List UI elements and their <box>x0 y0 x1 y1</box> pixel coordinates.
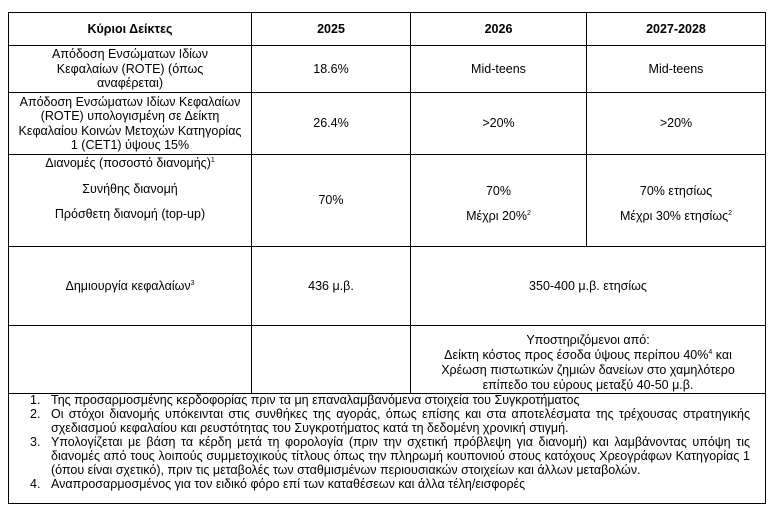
cell-2025-empty <box>252 326 410 393</box>
top-up-2026-text: Μέχρι 20% <box>466 209 528 223</box>
cell-2025: 70% <box>318 193 344 208</box>
ordinary-distribution-2026: 70% <box>485 183 512 198</box>
cell-2026: >20% <box>482 116 515 131</box>
cost-income-text: Δείκτη κόστος προς έσοδα ύψους περίπου 40% <box>444 348 709 362</box>
and-conjunction: και <box>715 348 732 362</box>
cell-2026: Mid-teens <box>471 61 526 76</box>
row-label-rote-reported <box>9 46 251 92</box>
top-up-distribution-2027-2028 <box>620 209 732 224</box>
row-label-rote-cet1 <box>9 93 251 154</box>
cost-income-line <box>444 348 732 363</box>
cell-2027-2028: >20% <box>659 116 693 131</box>
cell-2025: 436 μ.β. <box>308 278 354 293</box>
row-label-text: Απόδοση Ενσώματων Ιδίων Κεφαλαίων (ROTE) υπολογισμένη σε Δείκτη Κεφαλαίου Κοινών Μετοχών Κατηγορίας 1 (CET1) ύψους 15% <box>18 94 242 152</box>
header-2025: 2025 <box>317 21 345 36</box>
footnote-number: 1. <box>30 393 41 407</box>
distributions-title <box>45 156 215 171</box>
footnote-text: Οι στόχοι διανομής υπόκεινται στις συνθήκες της αγοράς, όπως επίσης και στα αποτελέσματα της τρέχουσας στρατηγικής σχεδιασμού κεφαλαίου και ρευστότητας του Συγκροτήματος κατά τη δεδομένη χρονική στιγμή. <box>51 407 750 435</box>
top-up-2027-2028-text: Μέχρι 30% ετησίως <box>619 209 729 223</box>
footnote-text: Αναπροσαρμοσμένος για τον ειδικό φόρο επί των καταθέσεων και άλλα τέλη/εισφορές <box>51 477 526 491</box>
table-border-bottom <box>8 503 766 504</box>
footnote-ref: 3 <box>190 279 195 287</box>
footnote-number: 4. <box>30 477 41 491</box>
footnote-text: Υπολογίζεται με βάση τα κέρδη μετά τη φορολογία (πριν την σχετική πρόβλεψη για διανομή) και λαμβάνοντας υπόψη τις διανομές από τους λοιπούς συμμετοχικούς τίτλους όπως την πληρωμή κουπονιού στους κατόχους Χρεογράφων Κατηγορίας 1 (όπου είναι σχετικό), πριν τις μεταβολές των σταθμισμένων περιουσιακών στοιχείων και άλλων μεταβολών. <box>51 435 750 477</box>
top-up-distribution-2026 <box>466 209 531 224</box>
ordinary-distribution-label: Συνήθης διανομή <box>82 181 178 196</box>
footnote-item <box>9 477 764 491</box>
cell-2027-2028: Mid-teens <box>648 61 704 76</box>
cell-2026 <box>411 155 586 246</box>
footnote-ref: 1 <box>210 157 215 164</box>
footnote-text: Της προσαρμοσμένης κερδοφορίας πριν τα μη επαναλαμβανόμενα στοιχεία του Συγκροτήματος <box>51 393 580 407</box>
header-2026: 2026 <box>484 21 513 36</box>
footnotes <box>9 393 764 491</box>
row-label-text: Απόδοση Ενσώματων Ιδίων Κεφαλαίων (ROTE) (όπως αναφέρεται) <box>52 47 208 91</box>
footnote-ref: 2 <box>527 210 531 217</box>
cell-2025: 26.4% <box>313 116 349 131</box>
capital-generation-label <box>65 279 194 294</box>
footnote-item <box>9 435 764 477</box>
ordinary-distribution-2027-2028: 70% ετησίως <box>639 183 713 198</box>
footnote-ref: 2 <box>728 210 733 217</box>
credit-loss-range-line: επίπεδο του εύρους μεταξύ 40-50 μ.β. <box>482 378 694 392</box>
row-label-capital-generation <box>9 247 251 325</box>
footnote-number: 3. <box>30 435 41 449</box>
supported-by-title: Υποστηριζόμενοι από: <box>526 333 650 347</box>
row-label-empty <box>9 326 251 393</box>
footnote-ref: 4 <box>708 349 713 356</box>
footnote-number: 2. <box>30 407 41 421</box>
header-2027-2028: 2027-2028 <box>646 21 706 36</box>
row-label-distributions <box>9 155 251 246</box>
cell-supported-by <box>411 326 765 393</box>
footnote-item <box>9 407 764 435</box>
top-up-distribution-label: Πρόσθετη διανομή (top-up) <box>54 207 206 221</box>
credit-loss-line: Χρέωση πιστωτικών ζημιών δανείων στο χαμηλότερο <box>441 363 735 377</box>
capital-generation-text: Δημιουργία κεφαλαίων <box>65 278 191 293</box>
cell-2026-2028: 350-400 μ.β. ετησίως <box>529 278 647 293</box>
distributions-title-text: Διανομές (ποσοστό διανομής) <box>45 156 211 170</box>
footnote-item <box>9 393 764 407</box>
header-key-indicators: Κύριοι Δείκτες <box>87 21 173 36</box>
cell-2025: 18.6% <box>313 61 349 76</box>
cell-2027-2028 <box>587 155 765 246</box>
table-border-right <box>765 12 766 504</box>
